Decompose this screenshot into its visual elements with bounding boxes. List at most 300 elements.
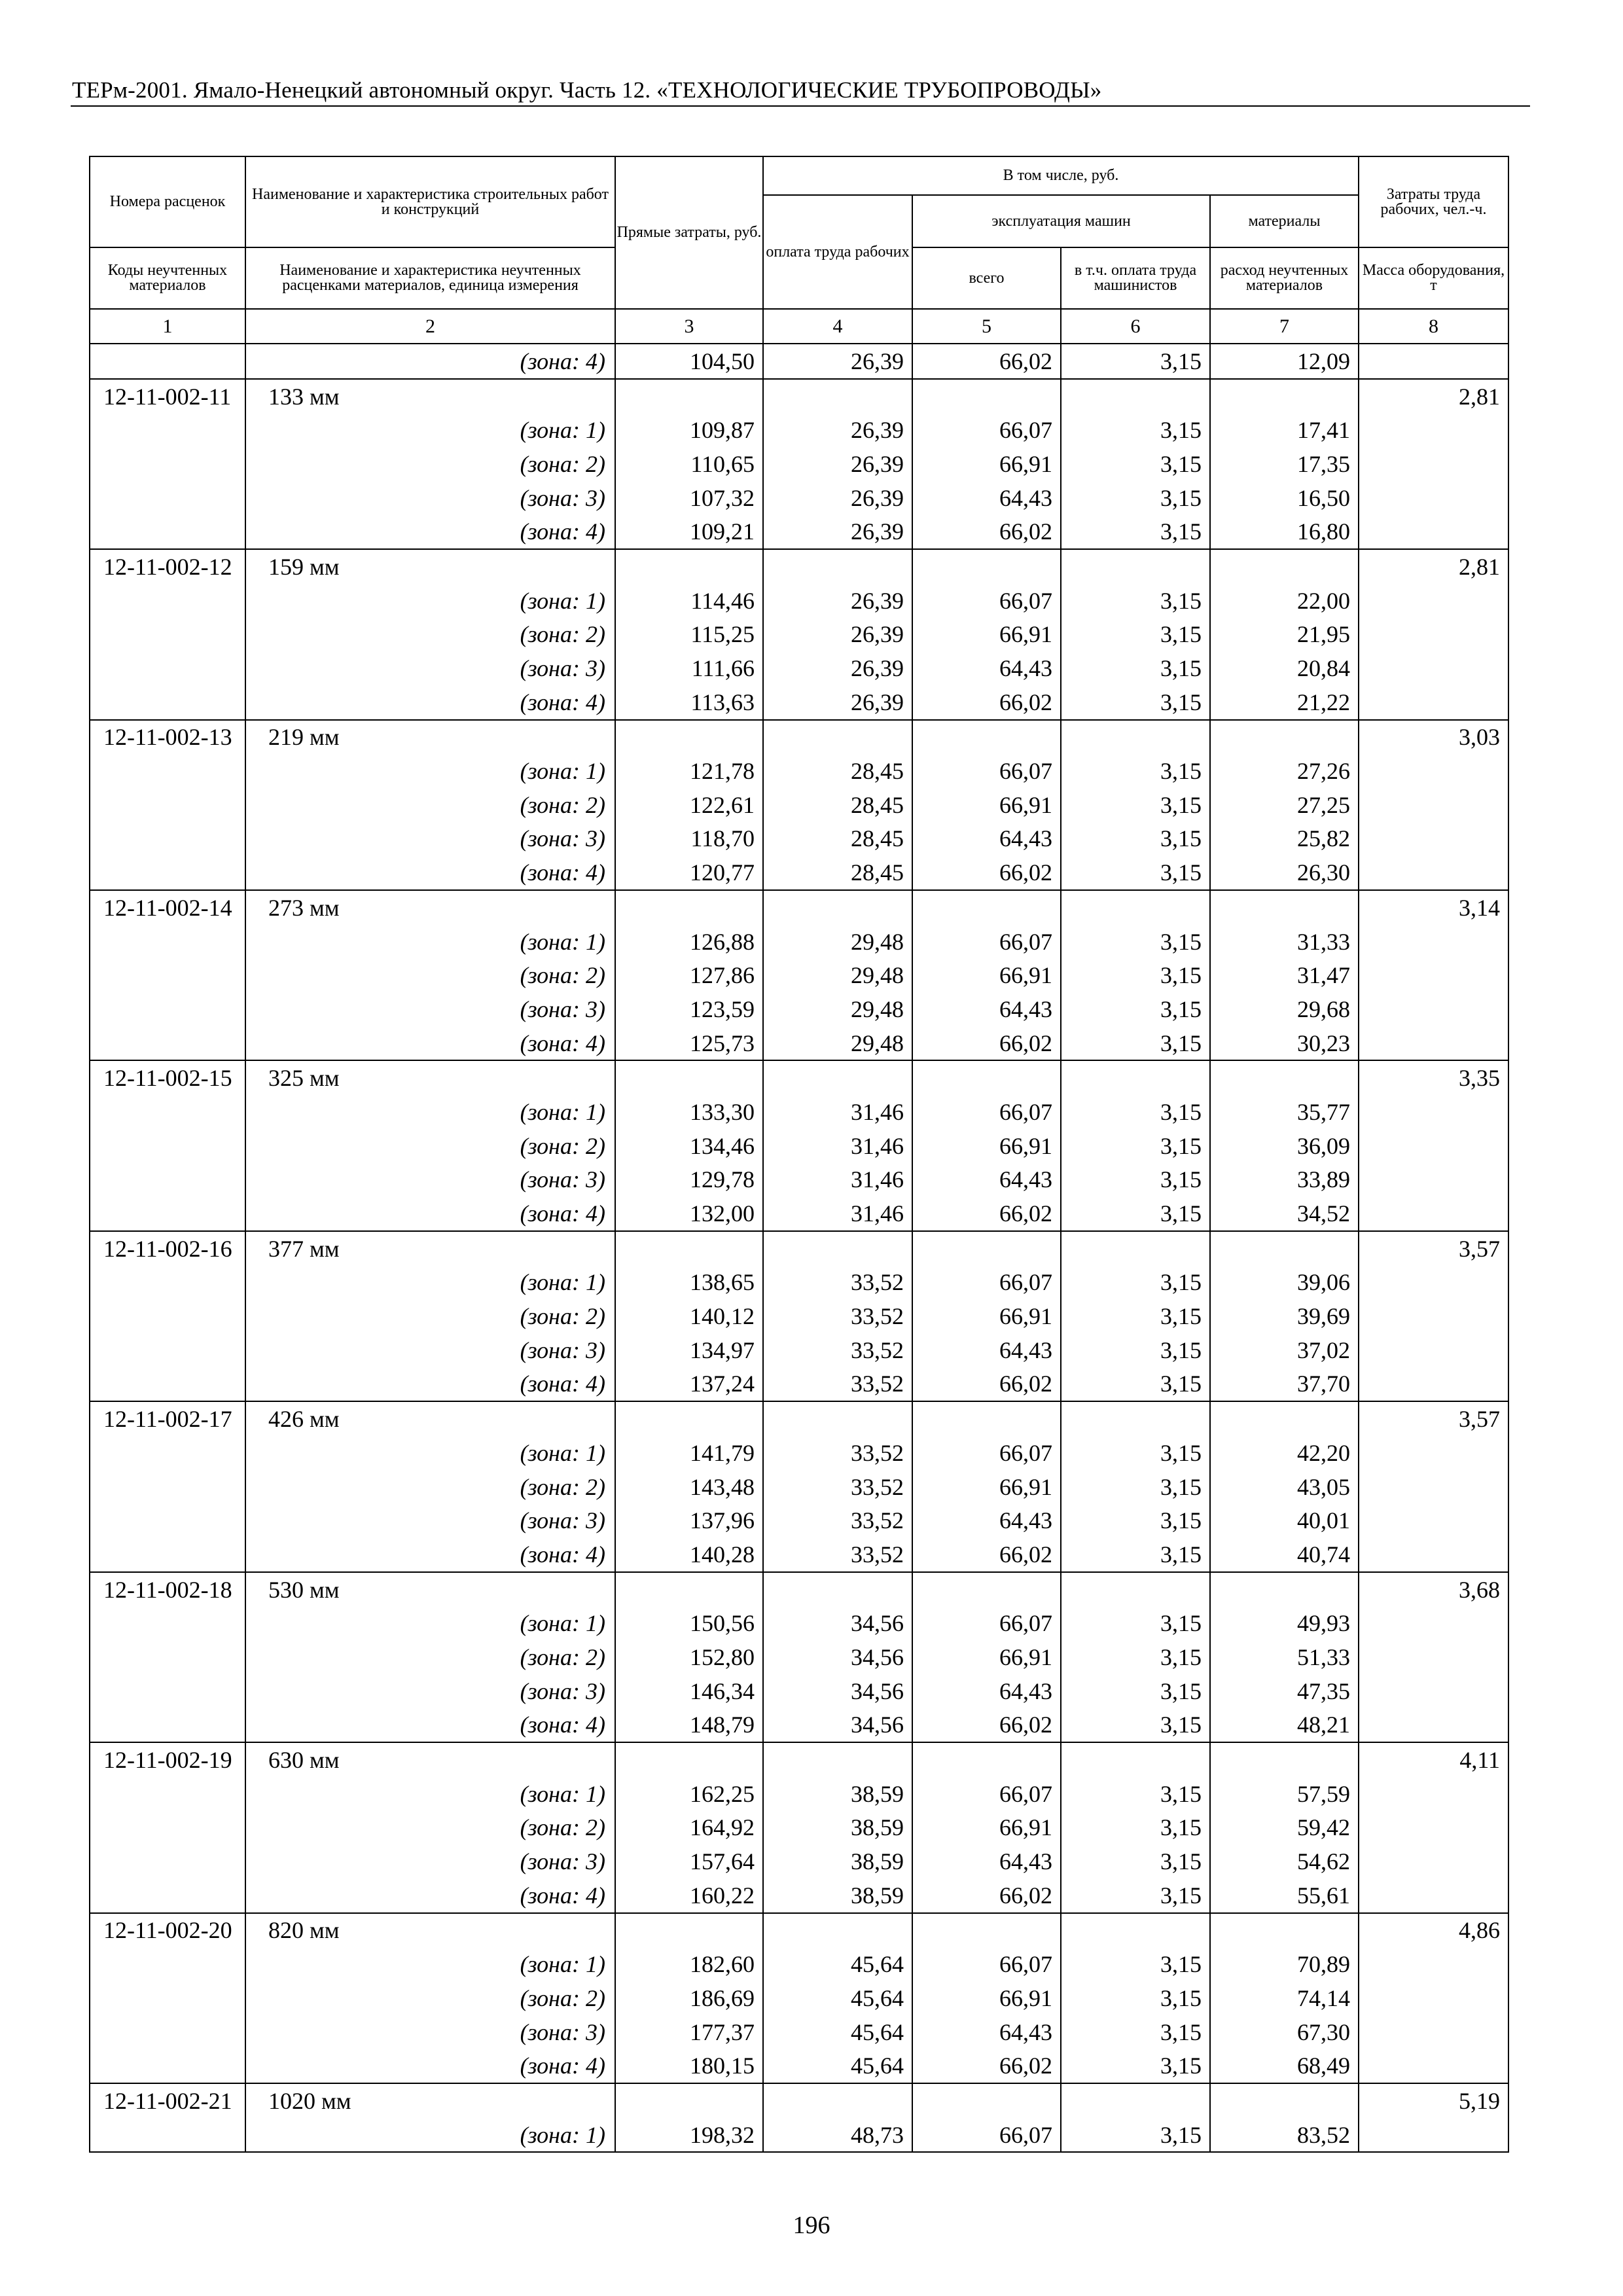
machinists-pay-value: [1061, 2083, 1210, 2118]
machines-total-value: 64,43: [912, 1674, 1061, 1708]
table-row: [90, 890, 1508, 925]
mass-value: [1359, 1196, 1508, 1231]
labor-pay-value: 26,39: [763, 651, 912, 685]
mass-value: [1359, 514, 1508, 549]
machinists-pay-value: [1061, 890, 1210, 925]
rate-code: [90, 481, 245, 515]
direct-cost-value: 129,78: [615, 1163, 763, 1197]
direct-cost-value: 127,86: [615, 958, 763, 992]
zone-label: (зона: 2): [245, 1981, 615, 2015]
mass-value: [1359, 1844, 1508, 1878]
col8-header-bottom: Масса оборудования, т: [1359, 247, 1508, 309]
zone-label: (зона: 2): [245, 447, 615, 481]
table-row: [90, 1572, 1508, 1607]
rate-code: [90, 1367, 245, 1402]
labor-pay-value: [763, 379, 912, 414]
rate-code: [90, 1333, 245, 1367]
materials-value: [1210, 1060, 1359, 1095]
materials-value: [1210, 1231, 1359, 1266]
mass-value: [1359, 1163, 1508, 1197]
table-row: [90, 1503, 1508, 1537]
mass-value: [1359, 1436, 1508, 1470]
table-row: [90, 685, 1508, 720]
direct-cost-value: 125,73: [615, 1026, 763, 1061]
materials-value: 27,26: [1210, 754, 1359, 788]
machinists-pay-value: 3,15: [1061, 584, 1210, 618]
labor-pay-value: [763, 1231, 912, 1266]
materials-value: 26,30: [1210, 855, 1359, 890]
machines-total-value: 64,43: [912, 1333, 1061, 1367]
machinists-pay-value: 3,15: [1061, 344, 1210, 379]
materials-value: 25,82: [1210, 822, 1359, 856]
materials-value: 39,06: [1210, 1266, 1359, 1300]
table-row: [90, 720, 1508, 755]
materials-value: 20,84: [1210, 651, 1359, 685]
labor-pay-value: 28,45: [763, 754, 912, 788]
table-row: [90, 2049, 1508, 2083]
zone-label: (зона: 1): [245, 413, 615, 447]
materials-value: 68,49: [1210, 2049, 1359, 2083]
direct-cost-value: [615, 379, 763, 414]
rate-code: [90, 1674, 245, 1708]
machines-total-value: [912, 549, 1061, 584]
machinists-pay-value: 3,15: [1061, 1503, 1210, 1537]
labor-pay-value: 26,39: [763, 344, 912, 379]
machines-total-value: 66,07: [912, 584, 1061, 618]
labor-pay-value: 29,48: [763, 1026, 912, 1061]
machinists-pay-value: 3,15: [1061, 1470, 1210, 1504]
table-row: [90, 1777, 1508, 1811]
direct-cost-value: 140,28: [615, 1537, 763, 1572]
labor-pay-value: 31,46: [763, 1095, 912, 1129]
col1-header-top: Номера расценок: [90, 156, 245, 247]
machines-total-value: [912, 379, 1061, 414]
labor-pay-value: 29,48: [763, 992, 912, 1026]
table-row: [90, 1266, 1508, 1300]
table-row: [90, 992, 1508, 1026]
table-row: [90, 1844, 1508, 1878]
mass-value: 4,11: [1359, 1742, 1508, 1777]
materials-value: 37,02: [1210, 1333, 1359, 1367]
direct-cost-value: 118,70: [615, 822, 763, 856]
mass-value: [1359, 1878, 1508, 1913]
zone-label: (зона: 4): [245, 2049, 615, 2083]
rate-code: [90, 514, 245, 549]
machines-total-value: 66,07: [912, 413, 1061, 447]
direct-cost-value: 134,97: [615, 1333, 763, 1367]
rate-code: 12-11-002-12: [90, 549, 245, 584]
col2-header-top: Наименование и характеристика строительных работ и конструкций: [245, 156, 615, 247]
zone-label: (зона: 2): [245, 618, 615, 652]
work-name: 630 мм: [245, 1742, 615, 1777]
materials-value: [1210, 549, 1359, 584]
labor-pay-value: 33,52: [763, 1470, 912, 1504]
materials-value: 40,74: [1210, 1537, 1359, 1572]
materials-value: 31,33: [1210, 925, 1359, 959]
zone-label: (зона: 4): [245, 1878, 615, 1913]
direct-cost-value: [615, 2083, 763, 2118]
table-row: [90, 1095, 1508, 1129]
mass-value: 2,81: [1359, 549, 1508, 584]
materials-value: 67,30: [1210, 2015, 1359, 2049]
mass-value: [1359, 1026, 1508, 1061]
machines-total-value: [912, 720, 1061, 755]
rate-code: 12-11-002-11: [90, 379, 245, 414]
table-row: [90, 514, 1508, 549]
machines-header: эксплуатация машин: [912, 195, 1210, 247]
direct-cost-value: 146,34: [615, 1674, 763, 1708]
machinists-pay-value: 3,15: [1061, 1129, 1210, 1163]
direct-cost-value: [615, 1742, 763, 1777]
machines-total-value: 64,43: [912, 2015, 1061, 2049]
zone-label: (зона: 2): [245, 1811, 615, 1845]
materials-value: 37,70: [1210, 1367, 1359, 1402]
direct-cost-value: 148,79: [615, 1708, 763, 1743]
mass-value: [1359, 1095, 1508, 1129]
direct-cost-value: [615, 720, 763, 755]
materials-value: 43,05: [1210, 1470, 1359, 1504]
machinists-pay-value: [1061, 1913, 1210, 1948]
machinists-pay-value: 3,15: [1061, 992, 1210, 1026]
zone-label: (зона: 3): [245, 2015, 615, 2049]
work-name: 377 мм: [245, 1231, 615, 1266]
zone-label: (зона: 2): [245, 958, 615, 992]
materials-value: 39,69: [1210, 1299, 1359, 1333]
labor-pay-value: 45,64: [763, 1947, 912, 1981]
zone-label: (зона: 1): [245, 754, 615, 788]
table-row: [90, 788, 1508, 822]
direct-cost-value: [615, 1231, 763, 1266]
machinists-pay-value: 3,15: [1061, 1095, 1210, 1129]
zone-label: (зона: 1): [245, 1095, 615, 1129]
mass-value: [1359, 1947, 1508, 1981]
labor-pay-value: [763, 890, 912, 925]
zone-label: (зона: 3): [245, 1503, 615, 1537]
machines-total-value: [912, 1572, 1061, 1607]
materials-value: 40,01: [1210, 1503, 1359, 1537]
machines-total-header: всего: [912, 247, 1061, 309]
group-header: В том числе, руб.: [763, 156, 1359, 195]
machines-total-value: [912, 890, 1061, 925]
machinists-pay-value: 3,15: [1061, 1947, 1210, 1981]
mass-value: 5,19: [1359, 2083, 1508, 2118]
work-name: 426 мм: [245, 1401, 615, 1436]
column-number: 4: [763, 309, 912, 344]
table-row: [90, 2015, 1508, 2049]
materials-value: 36,09: [1210, 1129, 1359, 1163]
direct-cost-value: 137,96: [615, 1503, 763, 1537]
mass-value: [1359, 1503, 1508, 1537]
mass-value: [1359, 788, 1508, 822]
mass-value: [1359, 1640, 1508, 1674]
table-row: [90, 1060, 1508, 1095]
labor-pay-value: [763, 1060, 912, 1095]
mass-value: 3,57: [1359, 1401, 1508, 1436]
machinists-pay-value: 3,15: [1061, 822, 1210, 856]
mass-value: [1359, 618, 1508, 652]
direct-cost-value: 134,46: [615, 1129, 763, 1163]
machines-total-value: 66,07: [912, 2118, 1061, 2153]
mass-value: [1359, 1266, 1508, 1300]
mass-value: [1359, 2049, 1508, 2083]
table-row: [90, 481, 1508, 515]
labor-pay-value: 33,52: [763, 1436, 912, 1470]
materials-value: 83,52: [1210, 2118, 1359, 2153]
labor-pay-value: [763, 720, 912, 755]
zone-label: (зона: 4): [245, 685, 615, 720]
labor-pay-value: 33,52: [763, 1367, 912, 1402]
mass-value: [1359, 1367, 1508, 1402]
table-row: [90, 1367, 1508, 1402]
zone-label: (зона: 1): [245, 1606, 615, 1640]
machinists-pay-value: 3,15: [1061, 481, 1210, 515]
zone-label: (зона: 4): [245, 1026, 615, 1061]
materials-value: 12,09: [1210, 344, 1359, 379]
direct-cost-value: [615, 549, 763, 584]
machinists-pay-value: [1061, 379, 1210, 414]
machines-total-value: 66,02: [912, 1196, 1061, 1231]
mass-value: [1359, 992, 1508, 1026]
machinists-pay-value: 3,15: [1061, 2049, 1210, 2083]
mass-value: [1359, 1811, 1508, 1845]
table-row: [90, 413, 1508, 447]
labor-pay-value: [763, 2083, 912, 2118]
table-row: [90, 1436, 1508, 1470]
machinists-pay-value: 3,15: [1061, 1811, 1210, 1845]
direct-cost-value: [615, 1401, 763, 1436]
materials-value: [1210, 1742, 1359, 1777]
machinists-pay-value: 3,15: [1061, 958, 1210, 992]
machines-total-value: 66,91: [912, 1470, 1061, 1504]
rate-code: [90, 1981, 245, 2015]
direct-cost-value: 138,65: [615, 1266, 763, 1300]
machines-total-value: 66,07: [912, 1947, 1061, 1981]
table-row: [90, 1981, 1508, 2015]
table-row: [90, 618, 1508, 652]
mass-value: [1359, 1299, 1508, 1333]
machines-total-value: 66,91: [912, 618, 1061, 652]
machines-total-value: 66,02: [912, 344, 1061, 379]
machinists-pay-value: [1061, 1231, 1210, 1266]
materials-value: 57,59: [1210, 1777, 1359, 1811]
machinists-pay-value: 3,15: [1061, 413, 1210, 447]
table-row: [90, 958, 1508, 992]
rate-code: [90, 1129, 245, 1163]
direct-cost-value: 141,79: [615, 1436, 763, 1470]
table-row: [90, 1231, 1508, 1266]
mass-value: [1359, 584, 1508, 618]
materials-value: 17,41: [1210, 413, 1359, 447]
materials-value: 31,47: [1210, 958, 1359, 992]
labor-pay-value: 38,59: [763, 1811, 912, 1845]
labor-pay-value: 34,56: [763, 1606, 912, 1640]
table-row: [90, 1196, 1508, 1231]
table-row: [90, 1163, 1508, 1197]
zone-label: (зона: 4): [245, 1196, 615, 1231]
machines-total-value: 64,43: [912, 1844, 1061, 1878]
labor-pay-value: 28,45: [763, 855, 912, 890]
rate-code: [90, 1436, 245, 1470]
materials-value: 30,23: [1210, 1026, 1359, 1061]
col2-header-bottom: Наименование и характеристика неучтенных расценками материалов, единица измерения: [245, 247, 615, 309]
zone-label: (зона: 2): [245, 1470, 615, 1504]
direct-cost-value: 150,56: [615, 1606, 763, 1640]
mass-value: 3,68: [1359, 1572, 1508, 1607]
mass-value: [1359, 1708, 1508, 1743]
direct-cost-value: 152,80: [615, 1640, 763, 1674]
machines-total-value: [912, 2083, 1061, 2118]
machinists-pay-value: 3,15: [1061, 2015, 1210, 2049]
materials-value: 35,77: [1210, 1095, 1359, 1129]
machines-total-value: 66,07: [912, 1266, 1061, 1300]
direct-cost-value: 177,37: [615, 2015, 763, 2049]
col1-header-bottom: Коды неучтенных материалов: [90, 247, 245, 309]
machinists-pay-value: 3,15: [1061, 1878, 1210, 1913]
rate-code: [90, 1196, 245, 1231]
mass-value: [1359, 958, 1508, 992]
machinists-pay-value: 3,15: [1061, 1777, 1210, 1811]
machines-total-value: 66,07: [912, 1436, 1061, 1470]
machines-total-value: 64,43: [912, 1163, 1061, 1197]
machinists-pay-value: 3,15: [1061, 618, 1210, 652]
materials-header: материалы: [1210, 195, 1359, 247]
machines-total-value: 66,91: [912, 1981, 1061, 2015]
column-number: 7: [1210, 309, 1359, 344]
machinists-pay-value: 3,15: [1061, 1708, 1210, 1743]
machines-total-value: 66,07: [912, 1095, 1061, 1129]
materials-value: 21,95: [1210, 618, 1359, 652]
column-number: 5: [912, 309, 1061, 344]
machinists-pay-value: 3,15: [1061, 1163, 1210, 1197]
materials-value: [1210, 379, 1359, 414]
materials-value: 29,68: [1210, 992, 1359, 1026]
rates-table: [89, 156, 1509, 2153]
machinists-pay-value: 3,15: [1061, 447, 1210, 481]
direct-cost-value: 123,59: [615, 992, 763, 1026]
rate-code: [90, 1844, 245, 1878]
direct-cost-value: 132,00: [615, 1196, 763, 1231]
direct-cost-value: 126,88: [615, 925, 763, 959]
mass-value: 3,14: [1359, 890, 1508, 925]
table-row: [90, 1674, 1508, 1708]
machinists-pay-value: [1061, 720, 1210, 755]
direct-cost-value: 182,60: [615, 1947, 763, 1981]
rate-code: [90, 1026, 245, 1061]
table-row: [90, 1333, 1508, 1367]
direct-cost-value: 157,64: [615, 1844, 763, 1878]
materials-value: [1210, 2083, 1359, 2118]
rate-code: 12-11-002-16: [90, 1231, 245, 1266]
labor-pay-value: 29,48: [763, 958, 912, 992]
materials-value: 21,22: [1210, 685, 1359, 720]
zone-label: (зона: 1): [245, 2118, 615, 2153]
labor-pay-value: [763, 1572, 912, 1607]
mass-value: [1359, 1981, 1508, 2015]
table-row: [90, 379, 1508, 414]
zone-label: (зона: 3): [245, 1333, 615, 1367]
work-name: 133 мм: [245, 379, 615, 414]
zone-label: (зона: 1): [245, 1947, 615, 1981]
materials-value: [1210, 720, 1359, 755]
machines-total-value: 64,43: [912, 651, 1061, 685]
zone-label: (зона: 4): [245, 1367, 615, 1402]
table-row: [90, 651, 1508, 685]
direct-cost-value: 164,92: [615, 1811, 763, 1845]
machinists-pay-value: 3,15: [1061, 1436, 1210, 1470]
table-row: [90, 1640, 1508, 1674]
machines-total-value: 66,91: [912, 958, 1061, 992]
rate-code: [90, 2118, 245, 2153]
labor-pay-value: [763, 549, 912, 584]
mass-value: 3,57: [1359, 1231, 1508, 1266]
labor-pay-value: 33,52: [763, 1333, 912, 1367]
direct-cost-value: 111,66: [615, 651, 763, 685]
rate-code: [90, 447, 245, 481]
col8-header-top: Затраты труда рабочих, чел.-ч.: [1359, 156, 1508, 247]
mass-value: [1359, 447, 1508, 481]
labor-pay-value: 26,39: [763, 685, 912, 720]
direct-cost-value: 109,87: [615, 413, 763, 447]
direct-cost-value: 114,46: [615, 584, 763, 618]
direct-cost-value: 137,24: [615, 1367, 763, 1402]
labor-pay-value: 28,45: [763, 822, 912, 856]
machinists-pay-value: 3,15: [1061, 2118, 1210, 2153]
labor-pay-header: оплата труда рабочих: [763, 195, 912, 309]
zone-label: (зона: 3): [245, 1674, 615, 1708]
machinists-pay-value: 3,15: [1061, 1537, 1210, 1572]
direct-cost-value: 133,30: [615, 1095, 763, 1129]
direct-cost-value: [615, 890, 763, 925]
labor-pay-value: 33,52: [763, 1299, 912, 1333]
direct-cost-value: 113,63: [615, 685, 763, 720]
direct-cost-value: 120,77: [615, 855, 763, 890]
mass-value: [1359, 754, 1508, 788]
materials-value: 16,80: [1210, 514, 1359, 549]
table-row: [90, 344, 1508, 379]
machines-total-value: 66,02: [912, 1537, 1061, 1572]
mass-value: [1359, 822, 1508, 856]
direct-cost-value: 186,69: [615, 1981, 763, 2015]
labor-pay-value: 45,64: [763, 2015, 912, 2049]
work-name: 219 мм: [245, 720, 615, 755]
labor-pay-value: 26,39: [763, 481, 912, 515]
materials-value: 22,00: [1210, 584, 1359, 618]
labor-pay-value: [763, 1401, 912, 1436]
machinists-pay-value: 3,15: [1061, 1606, 1210, 1640]
rate-code: [90, 1537, 245, 1572]
rate-code: [90, 822, 245, 856]
table-row: [90, 1606, 1508, 1640]
materials-value: 70,89: [1210, 1947, 1359, 1981]
direct-cost-value: 121,78: [615, 754, 763, 788]
direct-cost-value: [615, 1572, 763, 1607]
mass-value: 3,03: [1359, 720, 1508, 755]
zone-label: (зона: 2): [245, 1640, 615, 1674]
labor-pay-value: 38,59: [763, 1777, 912, 1811]
rate-code: [90, 1299, 245, 1333]
zone-label: (зона: 4): [245, 1537, 615, 1572]
rate-code: [90, 1266, 245, 1300]
column-number: 1: [90, 309, 245, 344]
rate-code: [90, 1095, 245, 1129]
rate-code: [90, 1640, 245, 1674]
labor-pay-value: 29,48: [763, 925, 912, 959]
materials-value: 51,33: [1210, 1640, 1359, 1674]
direct-cost-value: 122,61: [615, 788, 763, 822]
machines-total-value: 66,91: [912, 1640, 1061, 1674]
rate-code: [90, 1708, 245, 1743]
labor-pay-value: [763, 1742, 912, 1777]
